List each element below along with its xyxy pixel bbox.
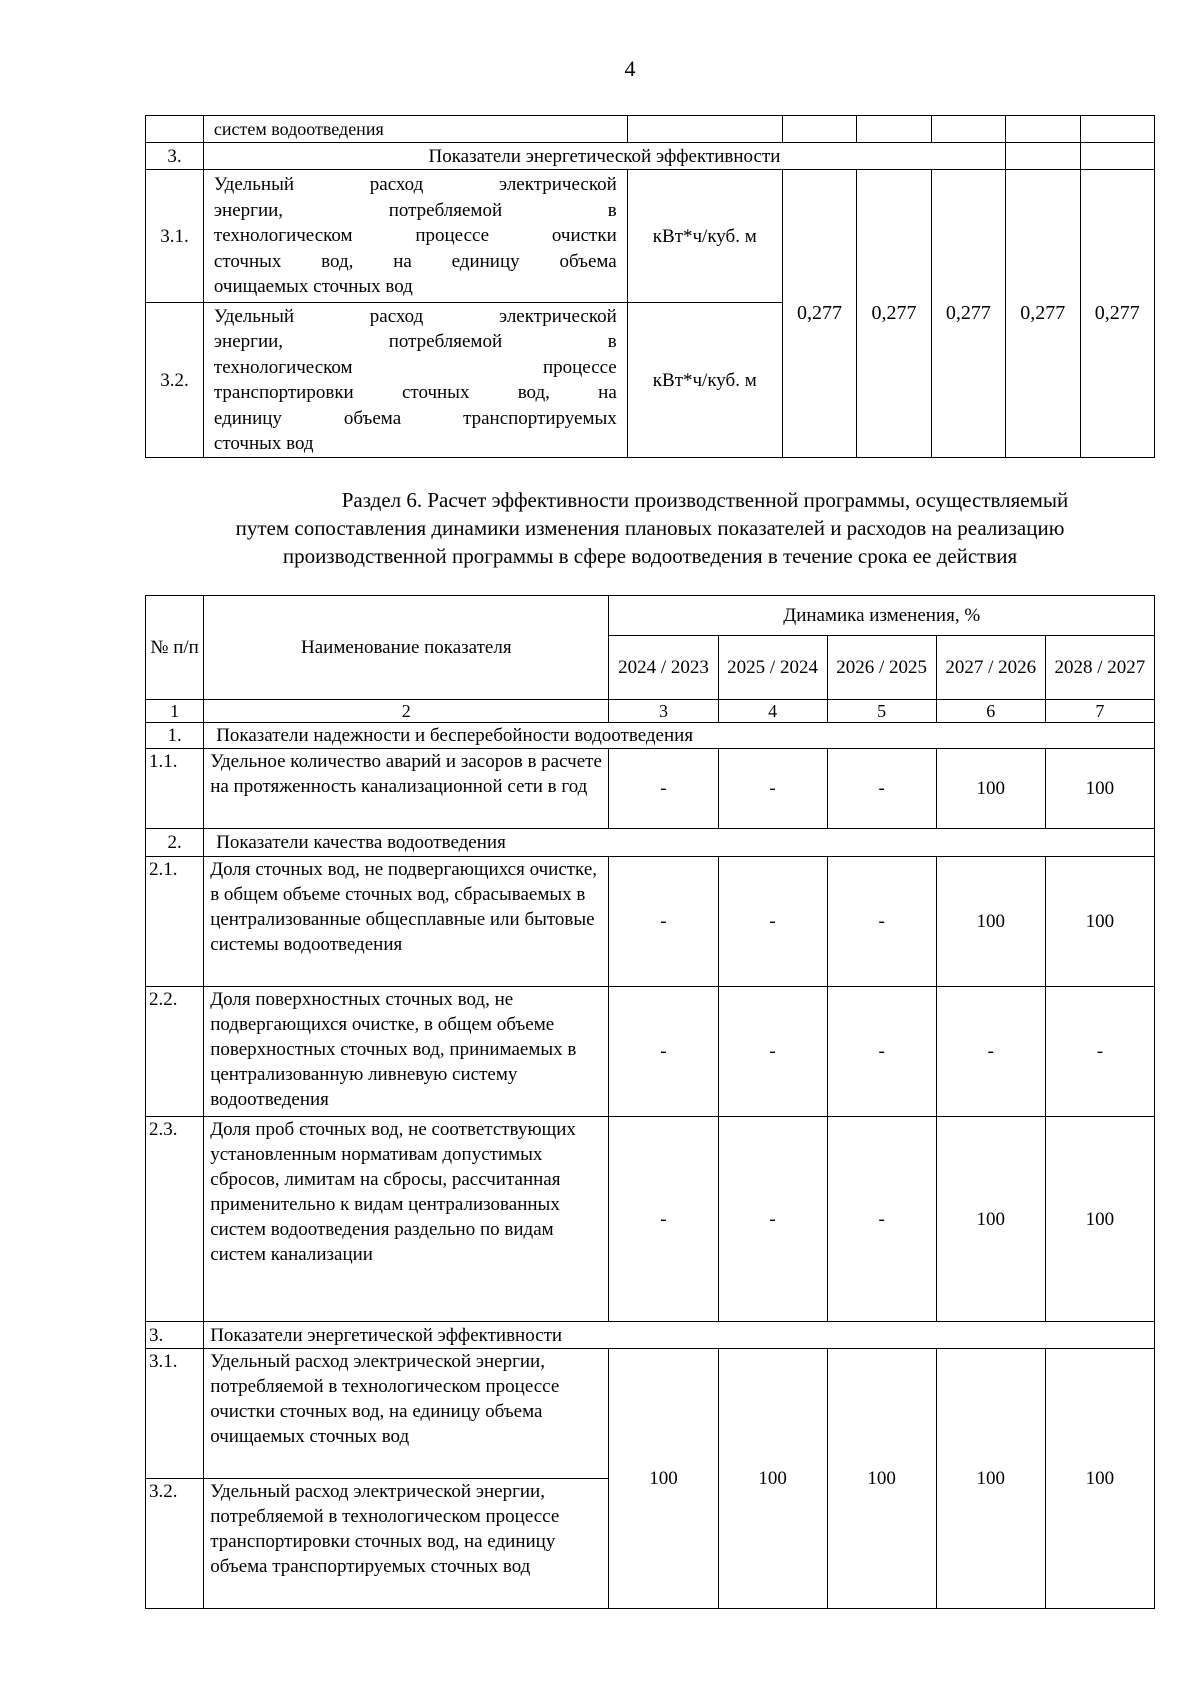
indicator-name: Удельное количество аварий и засоров в расчете на протяженность канализационной сети в год	[204, 749, 609, 829]
group-number: 2.	[146, 829, 204, 857]
column-number: 3	[609, 700, 718, 723]
table-row	[146, 170, 1155, 303]
value-cell: 100	[1045, 857, 1154, 987]
group-row	[146, 829, 1155, 857]
name-line: Удельный расход электрической	[213, 305, 617, 327]
value-cell: 0,277	[931, 170, 1005, 458]
value-cell: 100	[936, 1117, 1045, 1322]
table-cell	[627, 116, 782, 143]
column-number: 2	[204, 700, 609, 723]
row-number: 3.2.	[146, 1479, 204, 1609]
value-cell: 0,277	[857, 170, 931, 458]
column-number-row	[146, 700, 1155, 723]
value-cell: 100	[1045, 1117, 1154, 1322]
table-row	[146, 1117, 1155, 1322]
column-number: 5	[827, 700, 936, 723]
value-cell: 100	[936, 857, 1045, 987]
row-number: 3.1.	[146, 170, 204, 303]
group-label: Показатели энергетической эффективности	[204, 1322, 1155, 1349]
row-number: 1.1.	[146, 749, 204, 829]
value-cell: -	[1045, 987, 1154, 1117]
name-line: сточных вод	[213, 433, 314, 454]
row-number: 2.1.	[146, 857, 204, 987]
table-row	[146, 987, 1155, 1117]
heading-line: Раздел 6. Расчет эффективности производственной программы, осуществляемый	[341, 488, 1069, 512]
group-number: 3.	[146, 143, 204, 170]
row-number: 2.3.	[146, 1117, 204, 1322]
value-cell: 100	[936, 1349, 1045, 1609]
group-label: Показатели качества водоотведения	[204, 829, 1155, 857]
table-row	[146, 749, 1155, 829]
table-cell	[1006, 143, 1080, 170]
table-cell	[1006, 116, 1080, 143]
header-year: 2027 / 2026	[936, 636, 1045, 700]
value-cell: -	[827, 1117, 936, 1322]
name-line: технологическом процессе очистки	[213, 225, 617, 247]
indicator-name: Удельный расход электрической энергии, потребляемой в технологическом процессе очистки сточных вод, на единицу объема очищаемых сточных вод	[204, 1349, 609, 1479]
indicator-name: Удельный расход электрической энергии, потребляемой в технологическом процессе транспортировки сточных вод, на единицу объема транспортируемых сточных вод	[204, 1479, 609, 1609]
value-cell: 0,277	[1006, 170, 1080, 458]
heading-line: производственной программы в сфере водоотведения в течение срока ее действия	[282, 544, 1018, 568]
table-cell	[782, 116, 856, 143]
table-cell	[931, 116, 1005, 143]
table-cell	[146, 116, 204, 143]
value-cell: 0,277	[1080, 170, 1155, 458]
group-number: 3.	[146, 1322, 204, 1349]
indicator-name: Доля поверхностных сточных вод, не подвергающихся очистке, в общем объеме поверхностных сточных вод, принимаемых в централизованную ливневую систему водоотведения	[204, 987, 609, 1117]
name-line: энергии, потребляемой в	[213, 331, 617, 352]
header-dynamics: Динамика изменения, %	[609, 596, 1155, 636]
value-cell: 100	[936, 749, 1045, 829]
table-cell	[1080, 116, 1155, 143]
unit-cell: кВт*ч/куб. м	[627, 170, 782, 303]
value-cell: -	[609, 857, 718, 987]
value-cell: 0,277	[782, 170, 856, 458]
table-cell	[857, 116, 931, 143]
value-cell: -	[936, 987, 1045, 1117]
header-name: Наименование показателя	[204, 596, 609, 700]
group-row	[146, 723, 1155, 749]
name-line: очищаемых сточных вод	[213, 276, 413, 298]
name-line: энергии, потребляемой в	[213, 199, 617, 221]
heading-line: путем сопоставления динамики изменения плановых показателей и расходов на реализацию	[235, 516, 1065, 540]
indicator-name: Доля проб сточных вод, не соответствующих установленным нормативам допустимых сбросов, лимитам на сбросы, рассчитанная применительно к видам централизованных систем водоотведения раздельно по видам систем канализации	[204, 1117, 609, 1322]
value-cell: 100	[1045, 749, 1154, 829]
continued-row-text: систем водоотведения	[203, 116, 627, 143]
section-heading	[145, 486, 1155, 570]
group-number: 1.	[146, 723, 204, 749]
header-year: 2028 / 2027	[1045, 636, 1154, 700]
value-cell: -	[827, 749, 936, 829]
value-cell: 100	[718, 1349, 827, 1609]
table-row	[146, 857, 1155, 987]
value-cell: -	[718, 749, 827, 829]
value-cell: -	[827, 857, 936, 987]
value-cell: -	[718, 1117, 827, 1322]
value-cell: 100	[827, 1349, 936, 1609]
page-number: 4	[624, 56, 636, 81]
value-cell: -	[609, 1117, 718, 1322]
column-number: 4	[718, 700, 827, 723]
column-number: 6	[936, 700, 1045, 723]
row-number: 2.2.	[146, 987, 204, 1117]
unit-cell: кВт*ч/куб. м	[627, 303, 782, 458]
value-cell: -	[609, 749, 718, 829]
value-cell: -	[718, 987, 827, 1117]
indicator-name: Доля сточных вод, не подвергающихся очистке, в общем объеме сточных вод, сбрасываемых в централизованные общесплавные или бытовые системы водоотведения	[204, 857, 609, 987]
name-line: единицу объема транспортируемых	[213, 407, 617, 429]
name-line: технологическом процессе	[213, 356, 617, 378]
indicator-name	[203, 303, 627, 458]
value-cell: -	[827, 987, 936, 1117]
group-label: Показатели энергетической эффективности	[203, 143, 1005, 170]
group-row	[146, 1322, 1155, 1349]
row-number: 3.2.	[146, 303, 204, 458]
table-row	[146, 1349, 1155, 1479]
indicator-name	[203, 170, 627, 303]
value-cell: -	[718, 857, 827, 987]
efficiency-dynamics-table	[145, 595, 1155, 1609]
table-row	[146, 116, 1155, 143]
header-number: № п/п	[146, 596, 204, 700]
name-line: транспортировки сточных вод, на	[213, 382, 617, 403]
header-year: 2026 / 2025	[827, 636, 936, 700]
header-year: 2024 / 2023	[609, 636, 718, 700]
table-cell	[1080, 143, 1155, 170]
header-row	[146, 596, 1155, 636]
group-row	[146, 143, 1155, 170]
name-line: сточных вод, на единицу объема	[213, 250, 617, 272]
column-number: 7	[1045, 700, 1154, 723]
name-line: Удельный расход электрической	[213, 174, 617, 196]
value-cell: -	[609, 987, 718, 1117]
indicators-continuation-table	[145, 115, 1155, 458]
column-number: 1	[146, 700, 204, 723]
value-cell: 100	[609, 1349, 718, 1609]
header-year: 2025 / 2024	[718, 636, 827, 700]
value-cell: 100	[1045, 1349, 1154, 1609]
row-number: 3.1.	[146, 1349, 204, 1479]
group-label: Показатели надежности и бесперебойности водоотведения	[204, 723, 1155, 749]
